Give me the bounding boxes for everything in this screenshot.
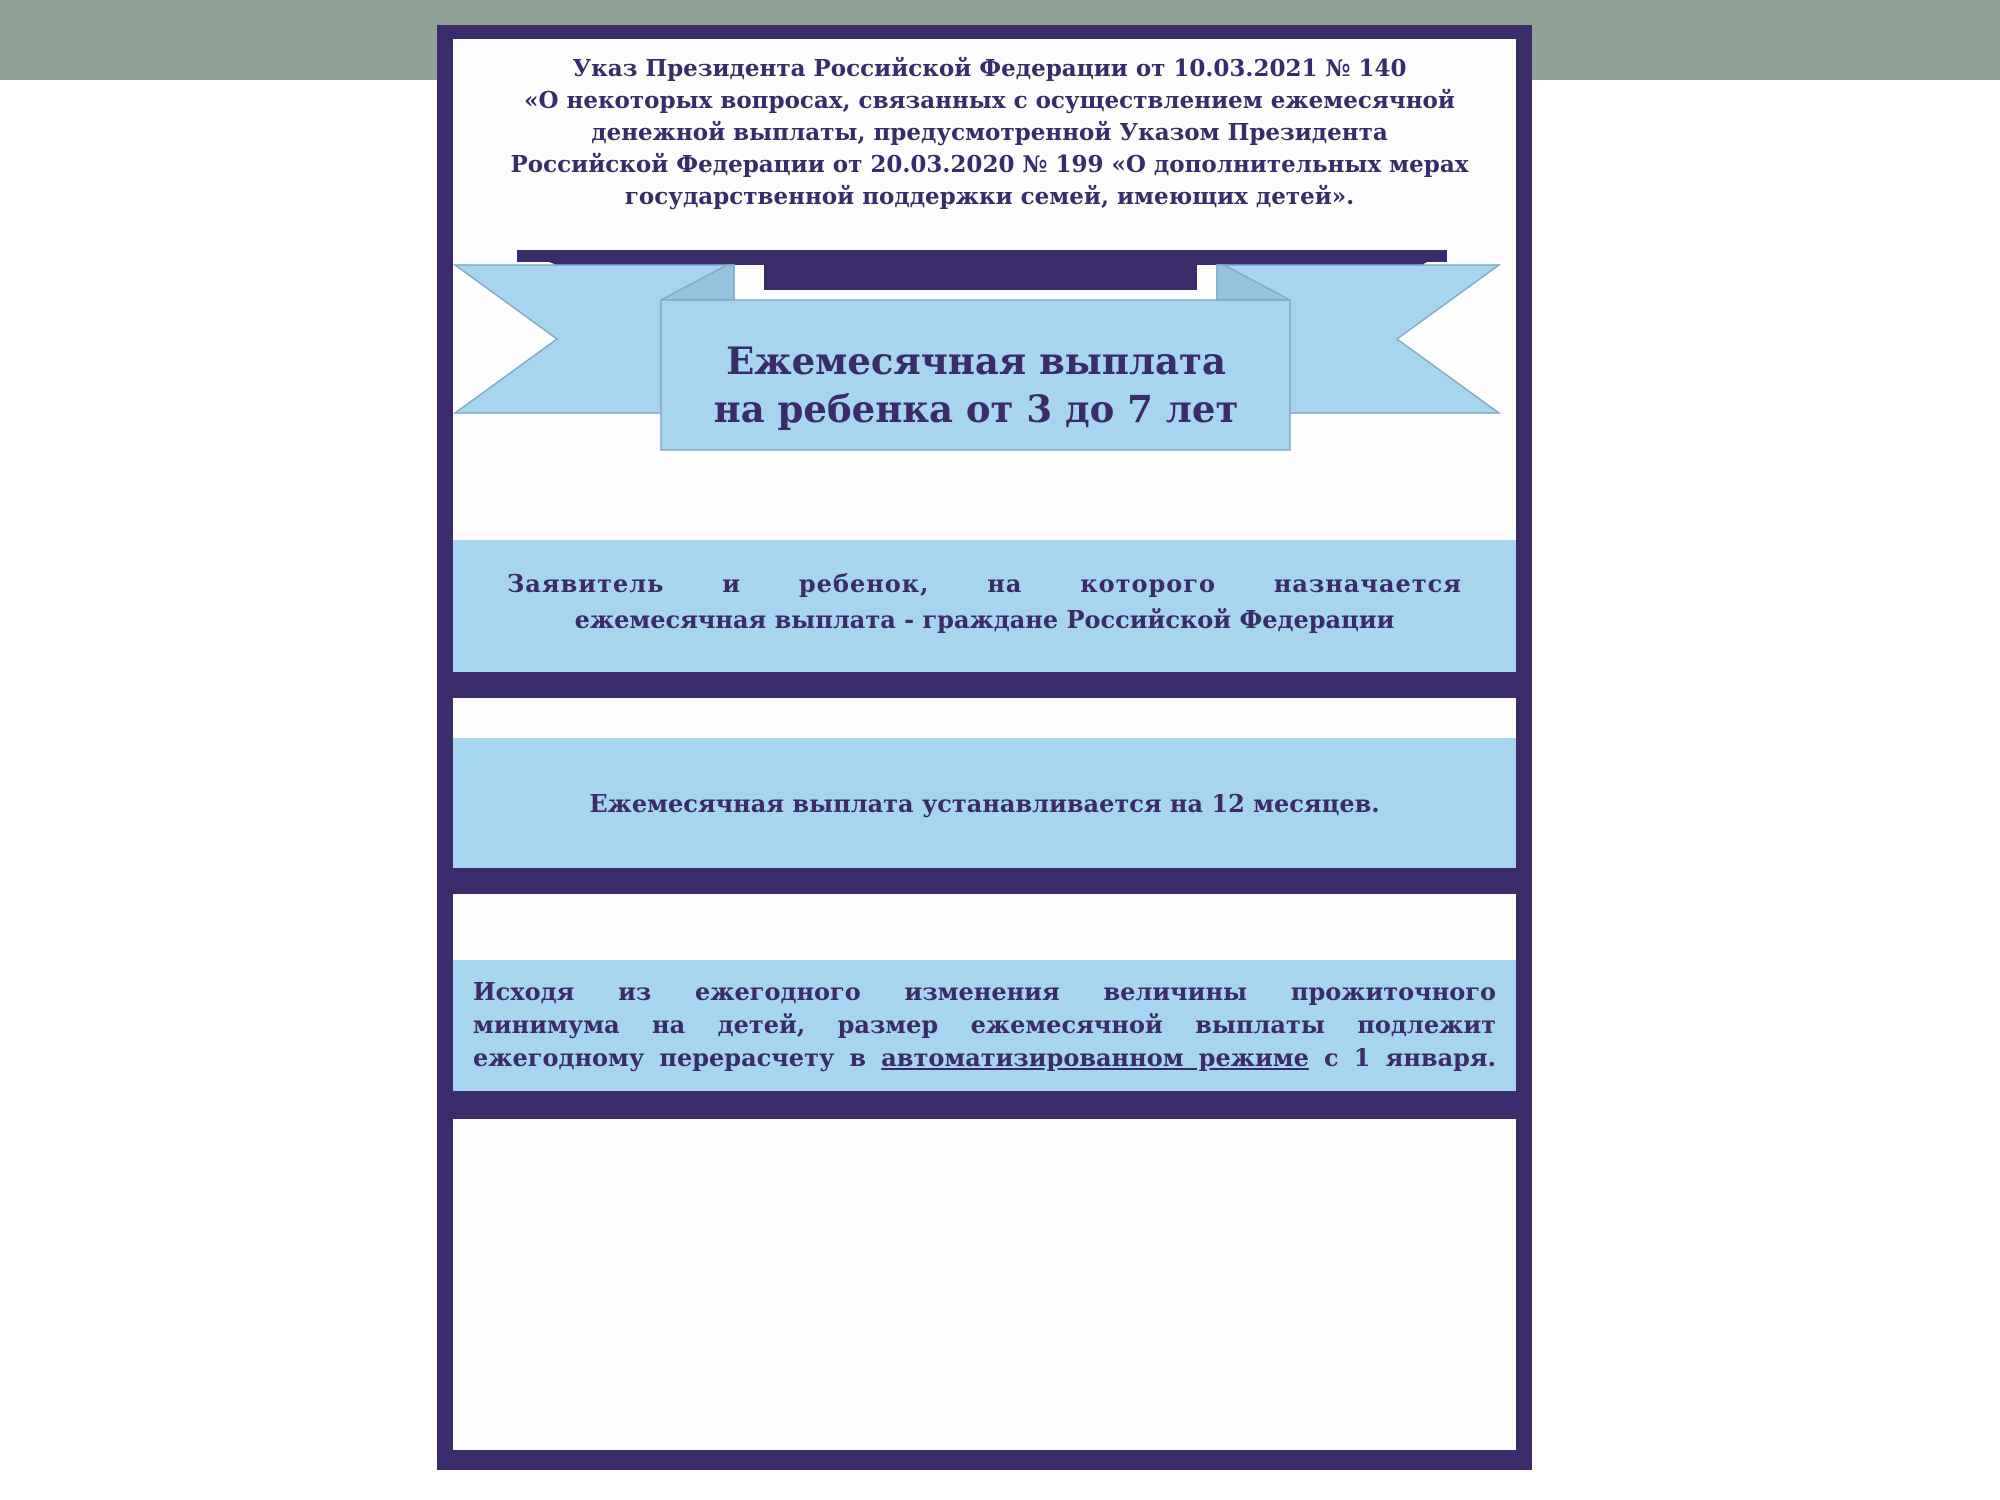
duration-box	[453, 738, 1516, 868]
recalculation-text-line: Исходя из ежегодного изменения величины прожиточного	[473, 977, 1496, 1006]
ribbon-dark-band-mid	[764, 250, 1197, 290]
decree-line: денежной выплаты, предусмотренной Указом Президента	[591, 119, 1388, 146]
ribbon-title	[661, 337, 1291, 433]
recalculation-text-line-3	[473, 1041, 1496, 1074]
decree-line: «О некоторых вопросах, связанных с осуществлением ежемесячной	[524, 87, 1455, 114]
recalculation-box	[453, 960, 1516, 1091]
decree-line: Российской Федерации от 20.03.2020 № 199 «О дополнительных мерах	[510, 151, 1469, 178]
recalculation-text-post: с 1 января.	[1308, 1043, 1496, 1072]
poster-bottom-panel	[453, 1120, 1516, 1450]
separator-bar	[437, 672, 1532, 698]
recalculation-text-pre: ежегодному перерасчету в	[473, 1043, 882, 1072]
decree-line: Указ Президента Российской Федерации от 10.03.2021 № 140	[572, 55, 1407, 82]
ribbon-dark-band-left	[517, 250, 764, 262]
ribbon-title-line: Ежемесячная выплата	[726, 339, 1226, 383]
citizenship-box	[453, 540, 1516, 672]
separator-bar	[437, 1091, 1532, 1119]
separator-bar	[437, 868, 1532, 894]
automated-mode-underlined: автоматизированном режиме	[881, 1043, 1309, 1072]
recalculation-text-line: минимума на детей, размер ежемесячной выплаты подлежит	[473, 1010, 1496, 1039]
duration-text: Ежемесячная выплата устанавливается на 12 месяцев.	[589, 788, 1380, 818]
decree-line: государственной поддержки семей, имеющих детей».	[624, 183, 1355, 210]
ribbon-title-line: на ребенка от 3 до 7 лет	[713, 387, 1239, 431]
citizenship-text-line: ежемесячная выплата - граждане Российской Федерации	[574, 605, 1395, 634]
info-poster	[437, 25, 1532, 1470]
citizenship-text-line: Заявитель и ребенок, на которого назначается	[507, 569, 1462, 598]
ribbon-dark-band-right	[1197, 250, 1447, 262]
